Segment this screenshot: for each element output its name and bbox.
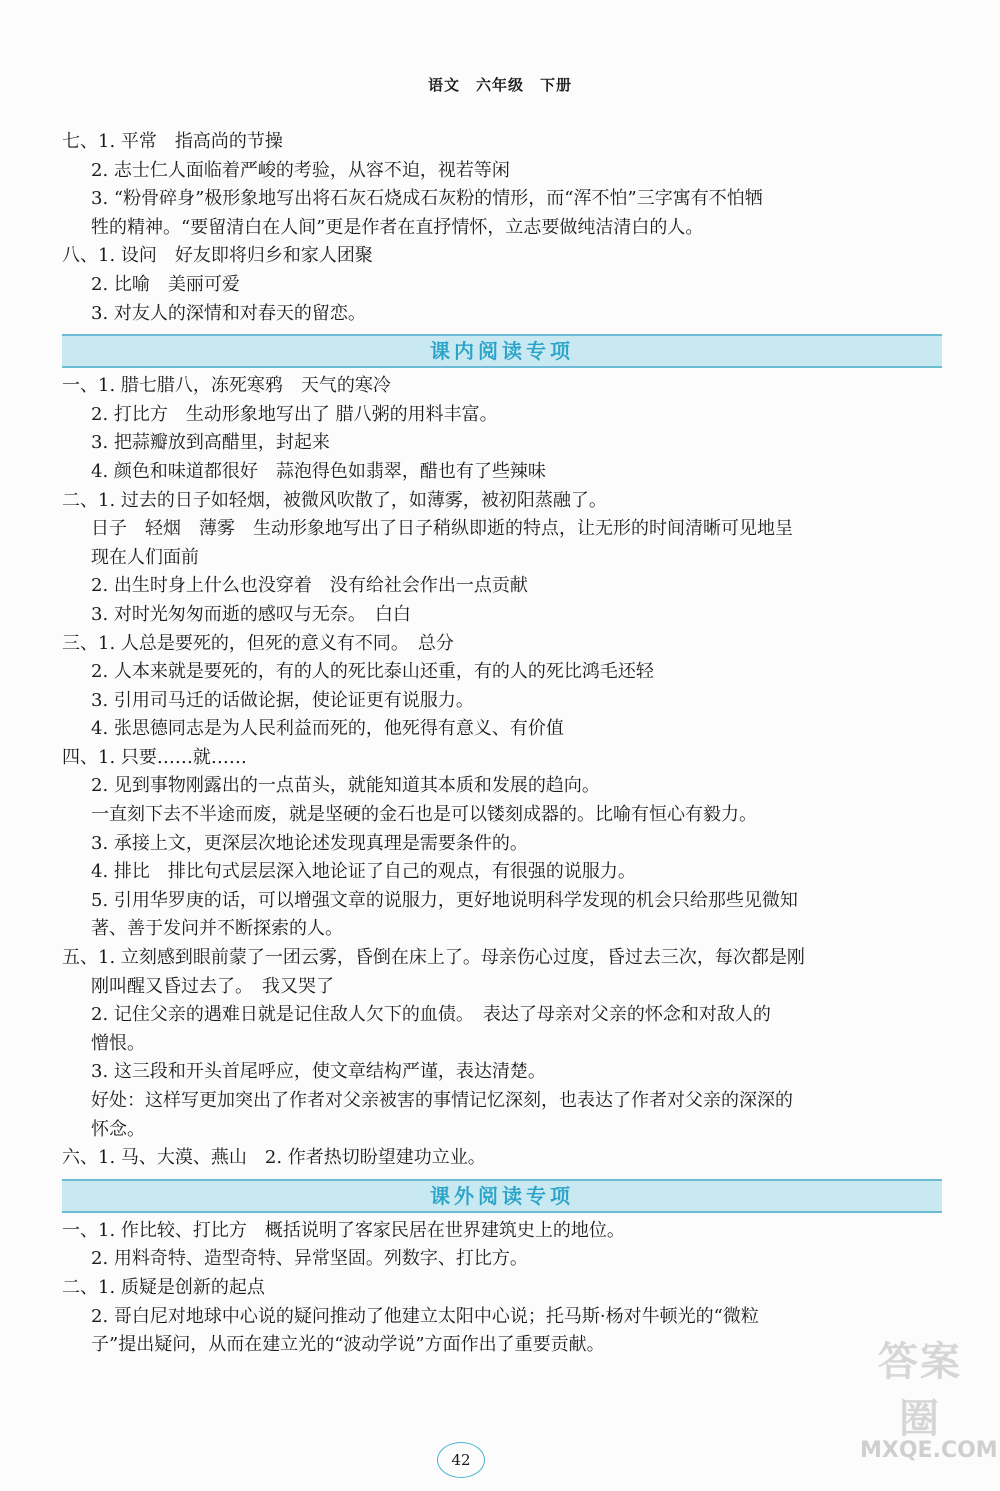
answer-line: 4. 张思德同志是为人民利益而死的，他死得有意义、有价值: [91, 718, 564, 740]
answer-line: 3. 引用司马迁的话做论据，使论证更有说服力。: [91, 689, 474, 711]
answer-line: 2. 比喻 美丽可爱: [91, 273, 240, 295]
answer-line: 憎恨。: [91, 1032, 145, 1054]
answer-line: 4. 排比 排比句式层层深入地论证了自己的观点，有很强的说服力。: [91, 861, 636, 883]
answer-line: 好处：这样写更加突出了作者对父亲被害的事情记忆深刻，也表达了作者对父亲的深深的: [91, 1090, 793, 1111]
answer-line: 三、1. 人总是要死的，但死的意义有不同。 总分: [62, 632, 454, 654]
answer-line: 二、1. 质疑是创新的起点: [62, 1276, 265, 1298]
answer-line: 著、善于发问并不断探索的人。: [91, 918, 343, 940]
answer-line: 一、1. 作比较、打比方 概括说明了客家民居在世界建筑史上的地位。: [62, 1219, 625, 1241]
answer-line: 3. 承接上文，更深层次地论述发现真理是需要条件的。: [91, 832, 528, 854]
answer-line: 5. 引用华罗庚的话，可以增强文章的说服力，更好地说明科学发现的机会只给那些见微知: [91, 889, 798, 911]
answer-line: 二、1. 过去的日子如轻烟，被微风吹散了，如薄雾，被初阳蒸融了。: [62, 489, 607, 511]
answer-line: 刚叫醒又昏过去了。 我又哭了: [91, 975, 334, 997]
answer-line: 日子 轻烟 薄雾 生动形象地写出了日子稍纵即逝的特点，让无形的时间清晰可见地呈: [91, 518, 793, 540]
watermark-url: MXQE.COM: [860, 1438, 998, 1463]
answer-line: 子”提出疑问，从而在建立光的“波动学说”方面作出了重要贡献。: [91, 1334, 605, 1356]
answer-line: 2. 用料奇特、造型奇特、异常坚固。列数字、打比方。: [91, 1248, 528, 1270]
page-number: 42: [437, 1442, 485, 1478]
answer-line: 一直刻下去不半途而废，就是坚硬的金石也是可以镂刻成器的。比喻有恒心有毅力。: [91, 804, 757, 826]
answer-line: 八、1. 设问 好友即将归乡和家人团聚: [62, 245, 373, 267]
answer-line: 2. 打比方 生动形象地写出了 腊八粥的用料丰富。: [91, 403, 498, 425]
answer-line: 3. 这三段和开头首尾呼应，使文章结构严谨，表达清楚。: [91, 1061, 546, 1083]
answer-line: 3. “粉骨碎身”极形象地写出将石灰石烧成石灰粉的情形，而“浑不怕”三字寓有不怕牺: [91, 188, 763, 210]
answer-line: 七、1. 平常 指高尚的节操: [62, 131, 283, 152]
answer-line: 六、1. 马、大漠、燕山 2. 作者热切盼望建功立业。: [62, 1147, 486, 1169]
answer-line: 牲的精神。“要留清白在人间”更是作者在直抒情怀，立志要做纯洁清白的人。: [91, 216, 704, 238]
answer-line: 2. 志士仁人面临着严峻的考验，从容不迫，视若等闲: [91, 159, 510, 181]
page-header: 语文 六年级 下册: [427, 76, 572, 94]
answer-line: 2. 人本来就是要死的，有的人的死比泰山还重，有的人的死比鸿毛还轻: [91, 661, 654, 683]
answer-line: 2. 记住父亲的遇难日就是记住敌人欠下的血债。 表达了母亲对父亲的怀念和对敌人的: [91, 1004, 771, 1026]
answer-content: [62, 128, 942, 1360]
answer-line: 3. 对友人的深情和对春天的留恋。: [91, 302, 366, 324]
answer-line: 4. 颜色和味道都很好 蒜泡得色如翡翠，醋也有了些辣味: [91, 460, 546, 482]
answer-line: 2. 出生时身上什么也没穿着 没有给社会作出一点贡献: [91, 575, 528, 597]
answer-line: 2. 哥白尼对地球中心说的疑问推动了他建立太阳中心说；托马斯·杨对牛顿光的“微粒: [91, 1305, 759, 1327]
answer-line: 四、1. 只要……就……: [62, 746, 247, 768]
answer-line: 3. 对时光匆匆而逝的感叹与无奈。 白白: [91, 603, 411, 625]
answer-line: 一、1. 腊七腊八，冻死寒鸦 天气的寒冷: [62, 375, 391, 397]
answer-line: 3. 把蒜瓣放到高醋里，封起来: [91, 432, 330, 454]
watermark: [860, 1330, 998, 1463]
answer-line: 五、1. 立刻感到眼前蒙了一团云雾，昏倒在床上了。母亲伤心过度，昏过去三次，每次都是刚: [62, 947, 805, 969]
answer-line: 现在人们面前: [91, 546, 199, 568]
section-banner: 课外阅读专项: [62, 1179, 942, 1213]
section-banner: 课内阅读专项: [62, 334, 942, 368]
answer-line: 怀念。: [91, 1118, 145, 1140]
answer-line: 2. 见到事物刚露出的一点苗头，就能知道其本质和发展的趋向。: [91, 775, 600, 797]
watermark-logo: 答案圈: [878, 1339, 962, 1442]
